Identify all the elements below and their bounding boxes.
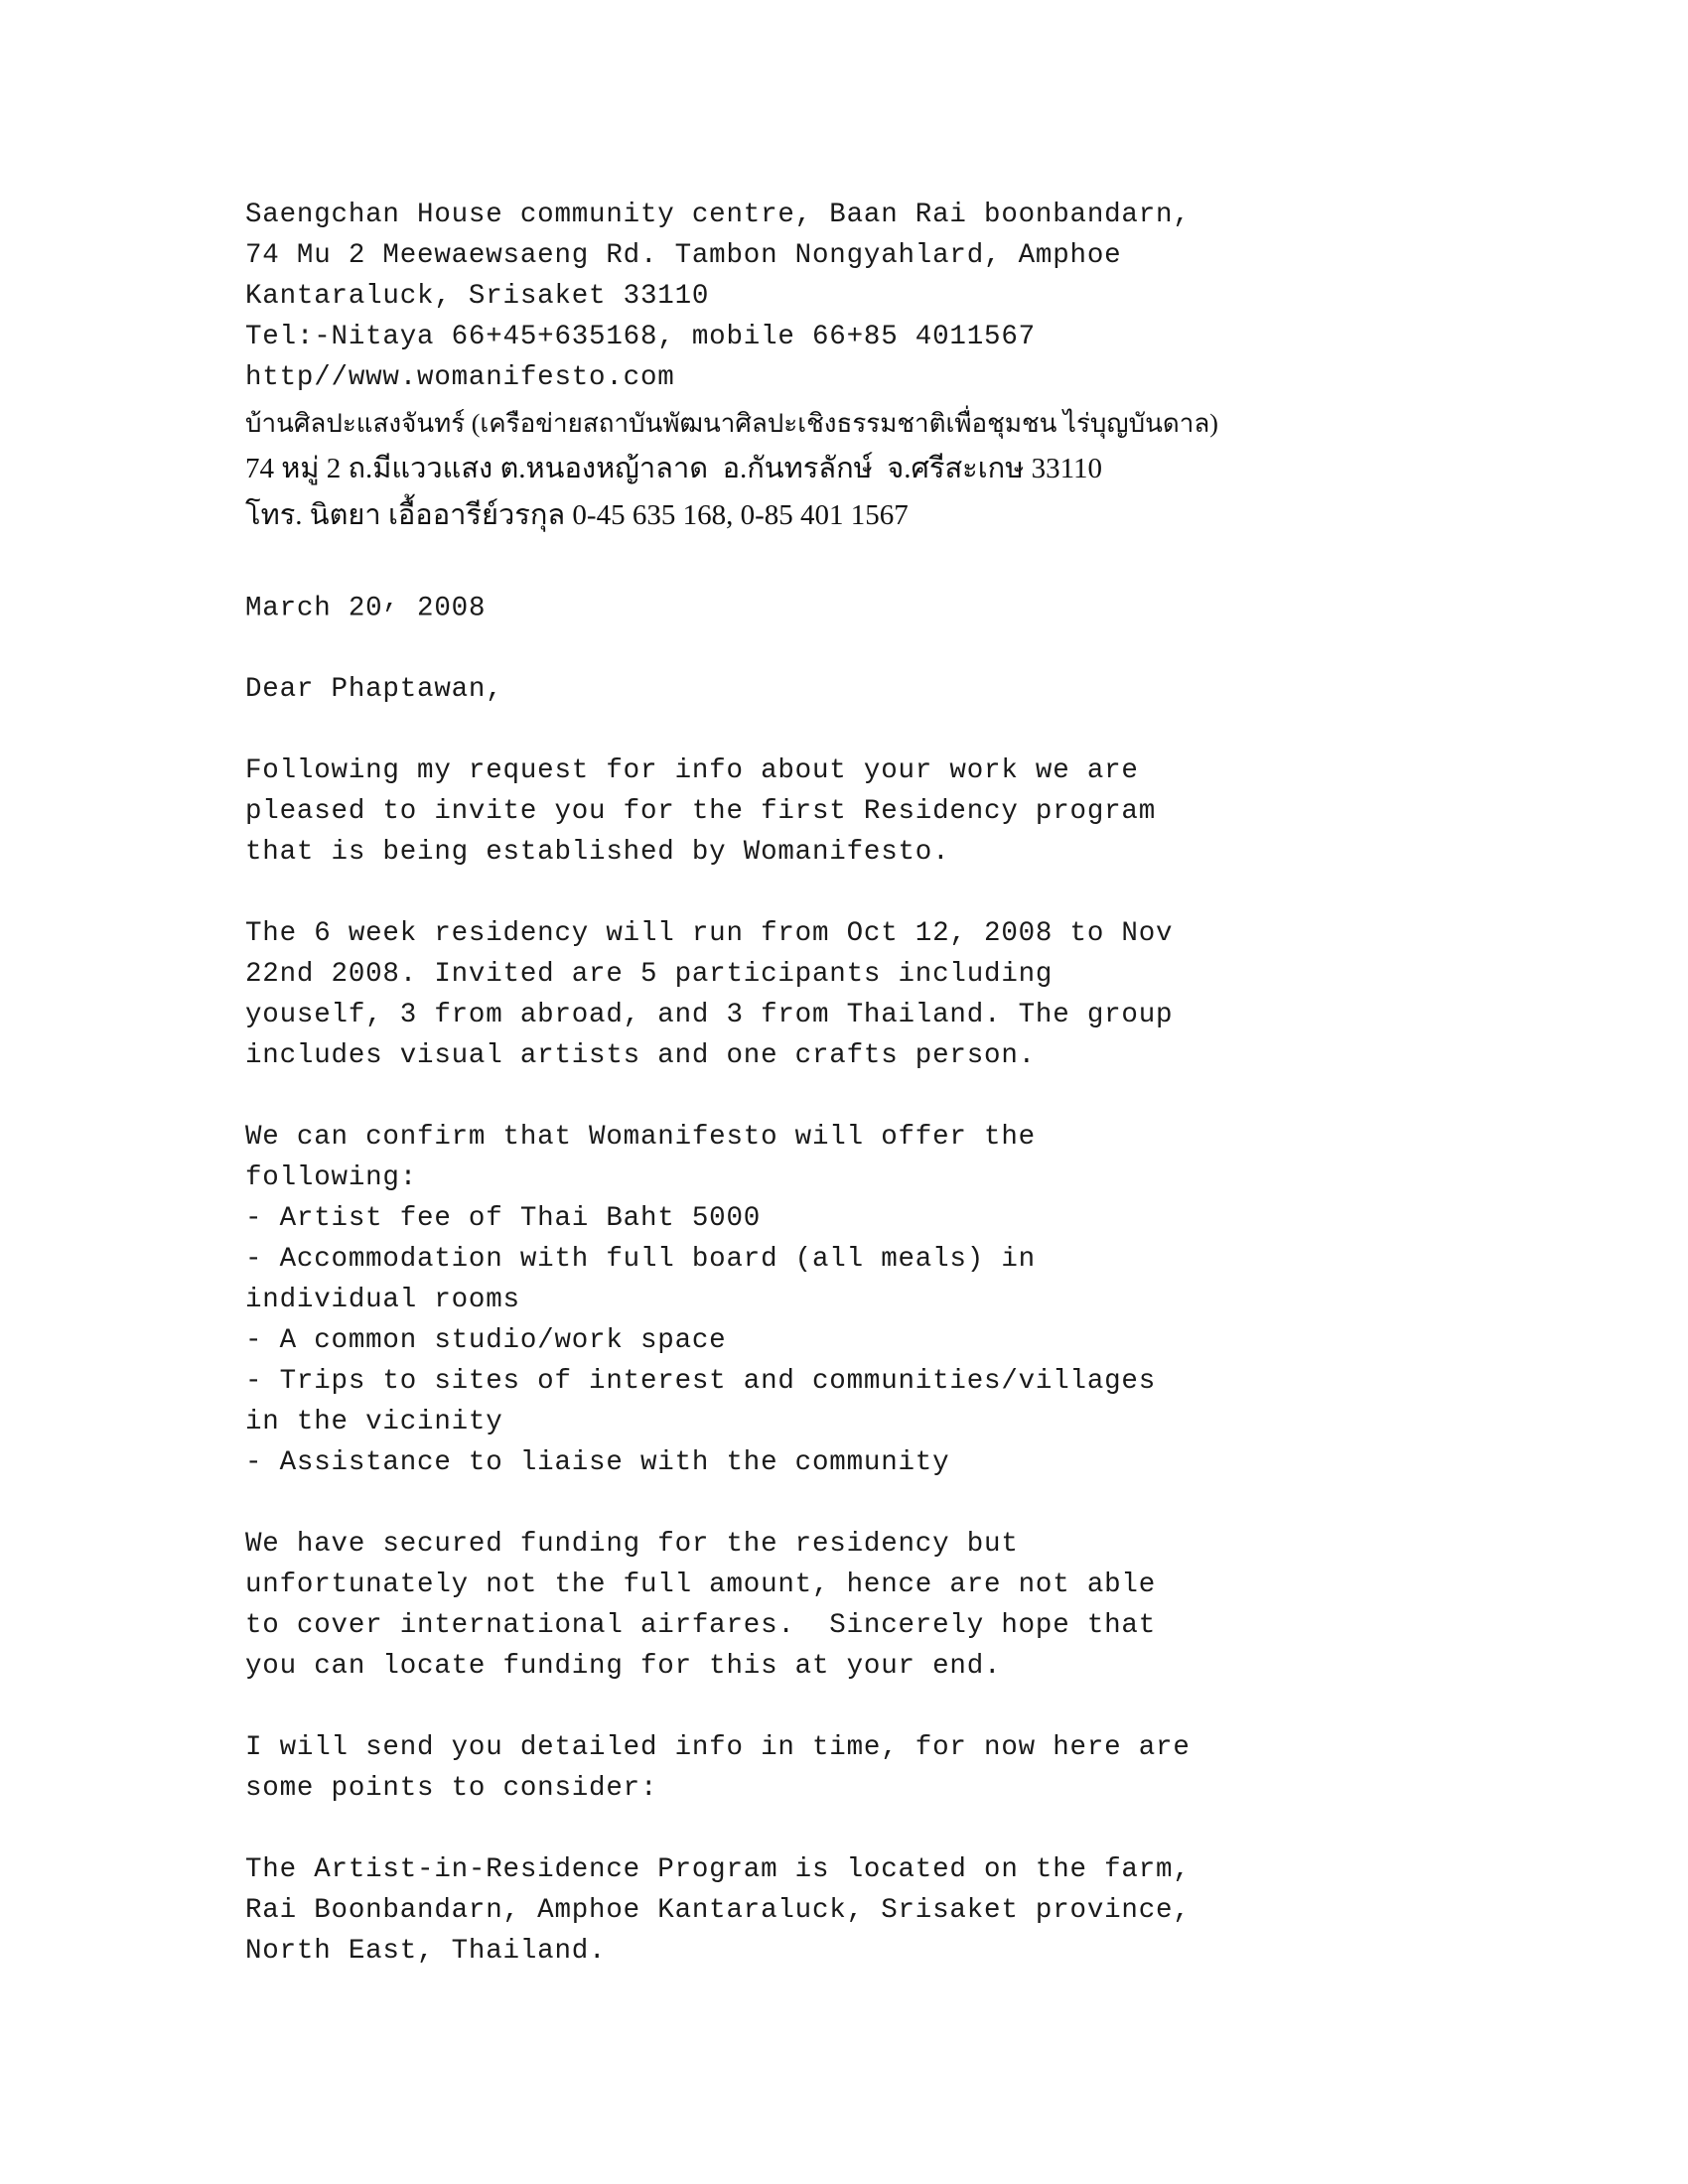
spacer-4 — [245, 1687, 1467, 1727]
spacer-5 — [245, 1809, 1467, 1849]
salutation-text: Dear Phaptawan, — [245, 674, 503, 706]
date-year: 2008 — [399, 593, 487, 624]
paragraph-location — [245, 1849, 1467, 1972]
paragraph-line: Following my request for info about your work we are — [245, 755, 1139, 787]
paragraph-line: you can locate funding for this at your end. — [245, 1651, 1002, 1683]
spacer-after-salutation — [245, 710, 1467, 751]
sender-header-line-1: Saengchan House community centre, Baan Rai boonbandarn, — [245, 200, 1191, 230]
paragraph-line: We can confirm that Womanifesto will offer the — [245, 1122, 1036, 1154]
paragraph-residency-dates — [245, 913, 1467, 1076]
paragraph-line: 22nd 2008. Invited are 5 participants including — [245, 959, 1054, 991]
date-line — [245, 580, 1467, 628]
sender-header-thai-line-3: โทร. นิตยา เอื้ออารีย์วรกุล 0-45 635 168, 0-85 401 1567 — [245, 499, 909, 531]
offer-list — [245, 1198, 1467, 1483]
paragraph-line: youself, 3 from abroad, and 3 from Thailand. The group — [245, 1000, 1174, 1031]
date-month-day: March 20 — [245, 593, 383, 624]
sender-header-url: http//www.womanifesto.com — [245, 362, 675, 393]
paragraph-more-info — [245, 1727, 1467, 1809]
list-item: - Artist fee of Thai Baht 5000 — [245, 1203, 762, 1235]
paragraph-line: We have secured funding for the residency but — [245, 1529, 1019, 1561]
sender-header-line-2: 74 Mu 2 Meewaewsaeng Rd. Tambon Nongyahlard, Amphoe — [245, 240, 1122, 271]
paragraph-line: to cover international airfares. Sincerely hope that — [245, 1610, 1157, 1642]
letter-body — [245, 195, 1467, 1972]
paragraph-line: pleased to invite you for the first Residency program — [245, 796, 1157, 828]
paragraph-line: The 6 week residency will run from Oct 12, 2008 to Nov — [245, 918, 1174, 950]
paragraph-offer-intro — [245, 1117, 1467, 1198]
sender-header-thai-line-2: 74 หมู่ 2 ถ.มีแววแสง ต.หนองหญ้าลาด อ.กันทรลักษ์ จ.ศรีสะเกษ 33110 — [245, 453, 1103, 484]
list-item: - Trips to sites of interest and communities/villages — [245, 1366, 1157, 1398]
paragraph-line: following: — [245, 1162, 418, 1194]
spacer-after-date — [245, 628, 1467, 669]
list-item-continuation: in the vicinity — [245, 1407, 503, 1438]
date-text — [245, 580, 1467, 628]
paragraph-line: unfortunately not the full amount, hence are not able — [245, 1570, 1157, 1601]
date-comma: , — [382, 585, 400, 615]
spacer-1 — [245, 873, 1467, 913]
spacer-2 — [245, 1076, 1467, 1117]
sender-header-thai — [245, 402, 1467, 539]
list-item-continuation: individual rooms — [245, 1285, 520, 1316]
paragraph-line: includes visual artists and one crafts person. — [245, 1040, 1036, 1072]
paragraph-invitation — [245, 751, 1467, 873]
paragraph-line: The Artist-in-Residence Program is located on the farm, — [245, 1854, 1191, 1886]
list-item: - Accommodation with full board (all meals) in — [245, 1244, 1036, 1276]
sender-header-line-4: Tel:-Nitaya 66+45+635168, mobile 66+85 4011567 — [245, 322, 1036, 352]
list-item: - A common studio/work space — [245, 1325, 727, 1357]
list-item: - Assistance to liaise with the community — [245, 1447, 950, 1479]
salutation — [245, 669, 1467, 710]
paragraph-line: Rai Boonbandarn, Amphoe Kantaraluck, Srisaket province, — [245, 1895, 1191, 1927]
paragraph-funding — [245, 1524, 1467, 1687]
paragraph-line: some points to consider: — [245, 1773, 658, 1805]
paragraph-line: that is being established by Womanifesto. — [245, 837, 950, 869]
paragraph-line: I will send you detailed info in time, for now here are — [245, 1732, 1191, 1764]
sender-header — [245, 195, 1467, 398]
paragraph-line: North East, Thailand. — [245, 1936, 607, 1968]
sender-header-line-3: Kantaraluck, Srisaket 33110 — [245, 281, 710, 312]
spacer-after-header — [245, 539, 1467, 580]
sender-header-thai-line-1: บ้านศิลปะแสงจันทร์ (เครือข่ายสถาบันพัฒนาศิลปะเชิงธรรมชาติเพื่อชุมชน ไร่บุญบันดาล) — [245, 409, 1218, 438]
spacer-3 — [245, 1483, 1467, 1524]
